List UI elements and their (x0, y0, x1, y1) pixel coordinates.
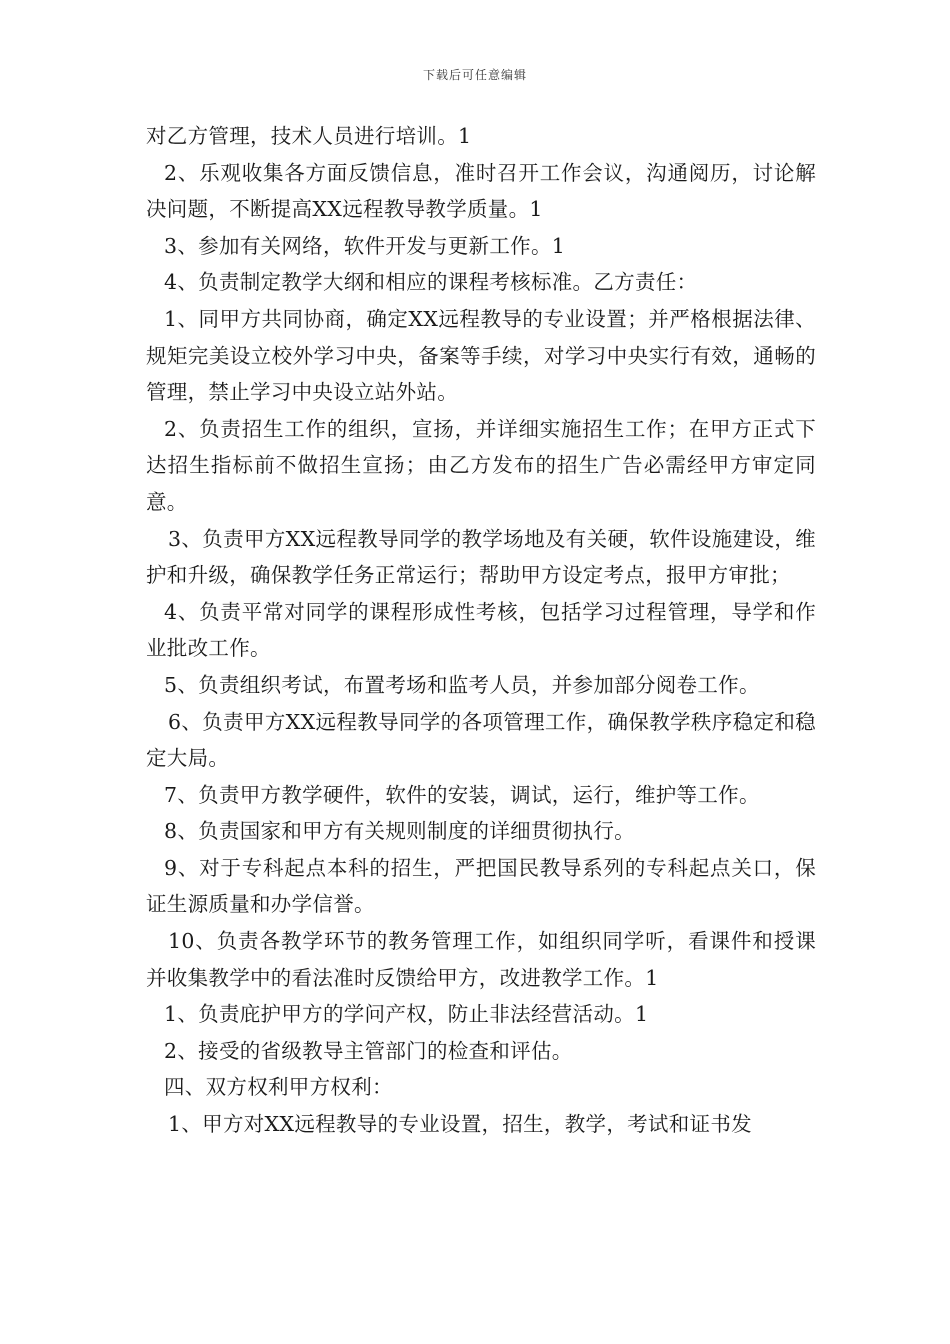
paragraph: 1、甲方对XX远程教导的专业设置，招生，教学，考试和证书发 (168, 1112, 752, 1137)
paragraph: 2、负责招生工作的组织，宣扬，并详细实施招生工作；在甲方正式下达招生指标前不做招生宣扬；由乙方发布的招生广告必需经甲方审定同意。 (146, 416, 816, 514)
paragraph: 10、负责各教学环节的教务管理工作，如组织同学听，看课件和授课并收集教学中的看法准时反馈给甲方，改进教学工作。1 (146, 929, 816, 990)
document-body (146, 118, 816, 1143)
page-header: 下载后可任意编辑 (422, 68, 527, 82)
paragraph: 2、接受的省级教导主管部门的检查和评估。 (164, 1038, 573, 1063)
paragraph: 8、负责国家和甲方有关规则制度的详细贯彻执行。 (164, 819, 635, 844)
paragraph: 3、参加有关网络，软件开发与更新工作。1 (164, 233, 566, 258)
paragraph: 2、乐观收集各方面反馈信息，准时召开工作会议，沟通阅历，讨论解决问题，不断提高XX远程教导教学质量。1 (146, 160, 816, 222)
paragraph: 9、对于专科起点本科的招生，严把国民教导系列的专科起点关口，保证生源质量和办学信誉。 (146, 855, 816, 917)
paragraph: 4、负责制定教学大纲和相应的课程考核标准。乙方责任： (164, 270, 698, 295)
paragraph: 1、同甲方共同协商，确定XX远程教导的专业设置；并严格根据法律、规矩完美设立校外学习中央，备案等手续，对学习中央实行有效，通畅的管理，禁止学习中央设立站外站。 (146, 306, 816, 405)
paragraph: 对乙方管理，技术人员进行培训。1 (146, 124, 472, 148)
paragraph: 6、负责甲方XX远程教导同学的各项管理工作，确保教学秩序稳定和稳定大局。 (146, 709, 816, 771)
paragraph: 5、负责组织考试，布置考场和监考人员，并参加部分阅卷工作。 (164, 672, 760, 697)
paragraph: 7、负责甲方教学硬件，软件的安装，调试，运行，维护等工作。 (164, 782, 760, 807)
paragraph: 四、双方权利甲方权利： (164, 1075, 393, 1100)
paragraph: 4、负责平常对同学的课程形成性考核，包括学习过程管理，导学和作业批改工作。 (146, 599, 816, 661)
paragraph: 1、负责庇护甲方的学问产权，防止非法经营活动。1 (164, 1002, 649, 1027)
paragraph: 3、负责甲方XX远程教导同学的教学场地及有关硬，软件设施建设，维护和升级，确保教学任务正常运行；帮助甲方设定考点，报甲方审批； (146, 526, 816, 588)
